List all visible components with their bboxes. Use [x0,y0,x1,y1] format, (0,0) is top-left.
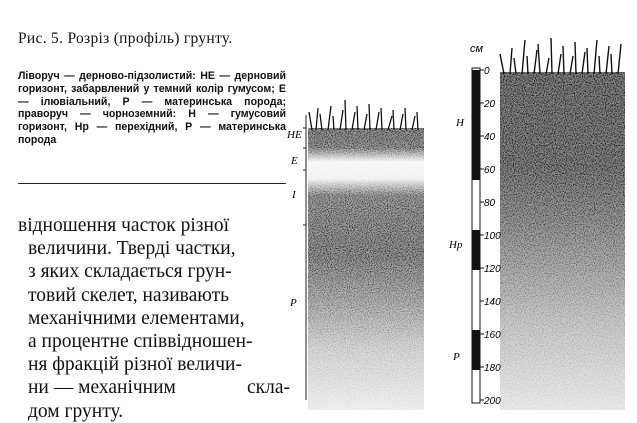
right-horizon-label: Н [456,117,464,129]
body-line: механічними елементами, [28,307,245,329]
body-line-part: ни — механічним [28,377,176,399]
scale-unit-label: см [470,43,484,55]
body-line: а процентне співвідношен- [28,331,253,353]
scale-tick-label: 160 [484,330,501,341]
left-horizon-label: НЕ [287,129,302,141]
left-horizon-label: І [292,189,296,201]
scale-tick-label: 40 [484,132,496,143]
left-horizon-label: Р [290,297,297,309]
body-line: товий скелет, називають [28,284,230,306]
depth-scale [472,68,484,403]
scale-tick-label: 180 [484,363,501,374]
scale-tick-label: 100 [484,231,501,242]
body-line: дом грунту. [28,400,124,422]
scale-tick-label: 80 [484,198,496,209]
figure-caption: Рис. 5. Розріз (профіль) грунту. [18,30,233,47]
scale-tick-label: 0 [484,66,490,77]
scale-tick-label: 20 [484,99,496,110]
figure-legend: Ліворуч — дерново-підзолистий: НЕ — дерновий горизонт, забарвлений у темний колір гумусом; Е — ілювіальний, Р — материнська порода; праворуч — чорноземний: Н — гумусовий горизонт, Нр — перехідний, Р — материнська порода [18,70,286,146]
left-grass [309,100,418,130]
body-line: відношення часток різної [18,215,230,236]
body-line: ня фракцій різної величи- [28,354,242,376]
body-line: з яких складається грун- [28,261,232,283]
scale-tick-label: 200 [484,396,501,407]
right-grass [500,38,621,74]
right-horizon-label: Нр [449,239,463,251]
body-line-part: скла- [246,377,290,399]
scale-tick-label: 60 [484,165,496,176]
scale-tick-label: 140 [484,297,501,308]
right-soil-profile [500,38,625,410]
scale-tick-label: 120 [484,264,501,275]
body-line: величини. Тверді частки, [28,238,236,260]
right-horizon-label: Р [453,351,460,363]
left-soil-profile [303,100,424,410]
left-horizon-label: Е [291,155,298,167]
